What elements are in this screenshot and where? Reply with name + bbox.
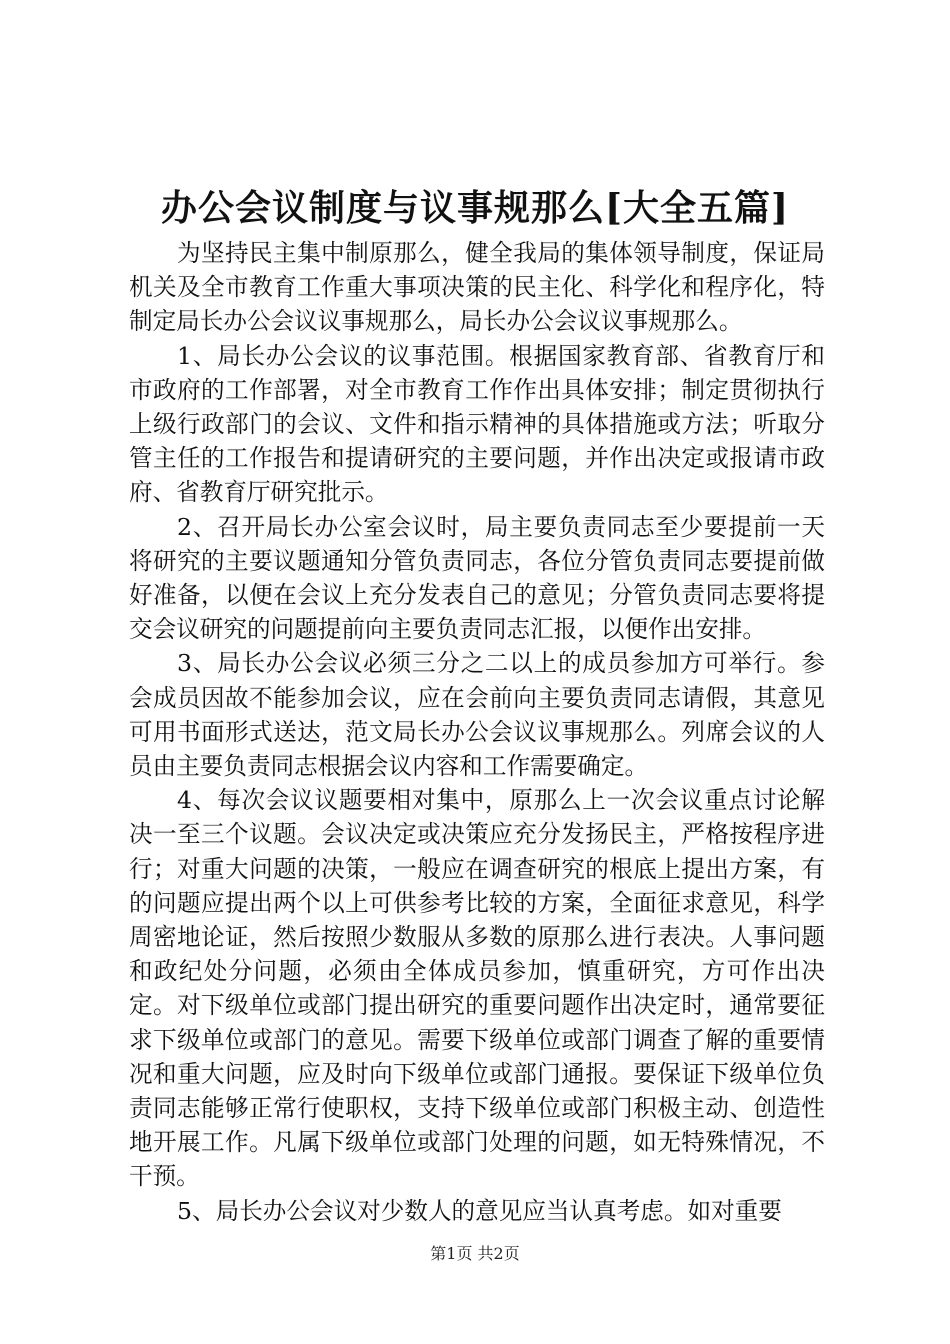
paragraph-item-4: 4、每次会议议题要相对集中，原那么上一次会议重点讨论解决一至三个议题。会议决定或决策应充分发扬民主，严格按程序进行；对重大问题的决策，一般应在调查研究的根底上提出方案，有的问题应提出两个以上可供参考比较的方案，全面征求意见，科学周密地论证，然后按照少数服从多数的原那么进行表决。人事问题和政纪处分问题，必须由全体成员参加，慎重研究，方可作出决定。对下级单位或部门提出研究的重要问题作出决定时，通常要征求下级单位或部门的意见。需要下级单位或部门调查了解的重要情况和重大问题，应及时向下级单位或部门通报。要保证下级单位负责同志能够正常行使职权，支持下级单位或部门积极主动、创造性地开展工作。凡属下级单位或部门处理的问题，如无特殊情况，不干预。 <box>129 786 825 1191</box>
page-footer <box>0 1243 950 1265</box>
paragraph-item-1: 1、局长办公会议的议事范围。根据国家教育部、省教育厅和市政府的工作部署，对全市教育工作作出具体安排；制定贯彻执行上级行政部门的会议、文件和指示精神的具体措施或方法；听取分管主任的工作报告和提请研究的主要问题，并作出决定或报请市政府、省教育厅研究批示。 <box>129 341 825 507</box>
paragraph-intro: 为坚持民主集中制原那么，健全我局的集体领导制度，保证局机关及全市教育工作重大事项决策的民主化、科学化和程序化，特制定局长办公会议议事规那么，局长办公会议议事规那么。 <box>129 239 825 336</box>
page-number: 第1页 共2页 <box>430 1244 520 1263</box>
document-body <box>129 236 825 1228</box>
paragraph-item-5: 5、局长办公会议对少数人的意见应当认真考虑。如对重要 <box>177 1196 782 1225</box>
paragraph-item-3: 3、局长办公会议必须三分之二以上的成员参加方可举行。参会成员因故不能参加会议，应在会前向主要负责同志请假，其意见可用书面形式送达，范文局长办公会议议事规那么。列席会议的人员由主要负责同志根据会议内容和工作需要确定。 <box>129 649 825 781</box>
paragraph-item-2: 2、召开局长办公室会议时，局主要负责同志至少要提前一天将研究的主要议题通知分管负责同志，各位分管负责同志要提前做好准备，以便在会议上充分发表自己的意见；分管负责同志要将提交会议研究的问题提前向主要负责同志汇报，以便作出安排。 <box>129 512 825 644</box>
document-title: 办公会议制度与议事规那么[大全五篇] <box>160 187 790 229</box>
